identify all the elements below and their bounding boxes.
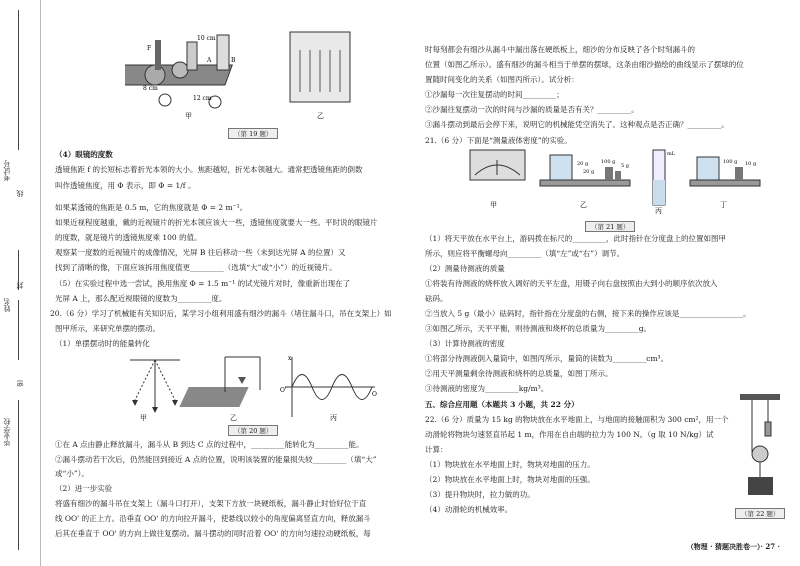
section-5-title: 五、综合应用题（本题共 3 小题，共 22 分） [425,400,579,409]
q20-c2: 线 OO' 的正上方。沿垂直 OO' 的方向拉开漏斗，使悬线以较小的角度偏离竖直方向，释放漏斗 [55,514,371,523]
fig20-label-bing: 丙 [330,414,337,422]
figure-20 [120,352,380,422]
label-b: B [231,57,236,64]
figure-21 [465,145,765,215]
fig21-label-jia: 甲 [490,201,497,209]
q22-2: （2）物块放在水平地面上时，物块对地面的压强。 [425,475,595,484]
fig21-label-ding: 丁 [720,201,727,209]
q19-4-p6: 观察某一度数的近视镜片的成像情况，光屏 B 往后移动一些（未到达光屏 A 的位置）又 [55,248,346,257]
q19-5-p1: （5）在实验过程中选一尝试，换用焦度 Φ = 1.5 m⁻¹ 的试光镜片对时，像重新出现在了 [55,279,351,288]
r3: 置随时间变化的关系（如图丙所示）。试分析： [425,75,579,84]
q20-p1: 20.（6 分）学习了机械能有关知识后，某学习小组利用盛有细沙的漏斗（堵住漏斗口，吊在支架上）如 [50,309,392,318]
fig20-label-x: x [288,355,292,362]
fig21-w1: 20 g [577,161,589,167]
figure-19 [125,30,365,120]
q20-2: （2）进一步实验 [55,484,113,493]
r6: ③漏斗摆动到最后会停下来，说明它的机械能凭空消失了。这种观点是否正确？_________。 [425,120,729,129]
label-12cm: 12 cm [193,95,212,102]
q21-p6: ②当放入 5 g（最小）砝码时，指针指在分度盘的右侧，接下来的操作应该是_________________。 [425,309,751,318]
cut-line-bottom [18,400,19,550]
fig21-label-yi: 乙 [580,201,587,209]
q19-4-p2: 叫作透镜焦度，用 Φ 表示，即 Φ = 1/f 。 [55,181,196,190]
q20-1: （1）单摆摆动时的能量转化 [55,339,150,348]
q21-p3: （2）测量待测液的质量 [425,264,505,273]
q19-4-p3: 如果某透镜的焦距是 0.5 m，它的焦度就是 Φ = 2 m⁻¹。 [55,203,248,212]
figure-22 [730,392,785,502]
label-10cm: 10 cm [197,35,216,42]
fig20-caption: （第 20 题） [228,425,278,436]
exam-number-label: 考试号 [3,160,11,181]
fig19-caption: （第 19 题） [228,128,278,139]
q20-c1: 将盛有细沙的漏斗吊在支架上（漏斗口打开），支架下方放一块硬纸板，漏斗静止时恰好位于直 [55,499,367,508]
q21-p8: （3）计算待测液的密度 [425,339,505,348]
q21-p2: 所示，则应将平衡螺母向_________（填“左”或“右”）调节。 [425,249,625,258]
q21-p4: ①将装有待测液的烧杯放入调好的天平左盘，用镊子向右盘按照由大到小的顺序依次放入 [425,279,718,288]
q22-p3: 计算： [425,445,448,454]
fig20-label-o-prime: O' [280,387,287,394]
fig20-label-yi: 乙 [230,414,237,422]
q19-4-title: （4）眼镜的度数 [55,150,113,159]
fig19-label-yi: 乙 [317,112,324,120]
fig19-label-jia: 甲 [185,112,192,120]
q21-title: 21.（6 分）下面是“测量液体密度”的实验。 [425,136,572,145]
q20-b: ②漏斗摆动若干次后，仍然能回到接近 A 点的位置，说明该装置的能量损失较_________（填“大” [55,455,377,464]
label-8cm: 8 cm [143,85,158,92]
r4: ①沙漏每一次往复摆动的时间_________； [425,90,564,99]
fig21-label-bing: 丙 [655,207,662,215]
q21-p11: ③待测液的密度为_________kg/m³。 [425,384,549,393]
fig21-w3: 20 g [583,169,595,175]
fig21-w5: 100 g [723,159,738,165]
label-a: A [207,57,212,64]
q21-p1: （1）将天平放在水平台上，游码拨在标尺的_________，此时指针在分度盘上的位置如图甲 [425,234,727,243]
q22-p2: 动滑轮将物块匀速竖直吊起 1 m，作用在自由端的拉力为 100 N。（g 取 10 N/kg）试 [425,430,714,439]
fig22-caption: （第 22 题） [735,508,785,519]
fig21-w6: 10 g [745,161,757,167]
r1: 时每刻都会有细沙从漏斗中漏出落在硬纸板上，细沙的分布反映了各个时刻漏斗的 [425,45,695,54]
fig21-ml: mL [667,151,676,157]
binding-margin [0,0,41,566]
q21-p9: ①将部分待测液倒入量筒中，如图丙所示，量筒的读数为_________cm³。 [425,354,669,363]
fig21-w2: 100 g [601,159,616,165]
r2: 位置（如图乙所示）。盛有细沙的漏斗相当于单摆的摆球，这条由细沙描绘的曲线显示了摆球的位 [425,60,744,69]
q19-5-p2: 光屏 A 上，那么配近视眼镜的度数为_________度。 [55,294,227,303]
seal-mark-seal: 封 [16,282,24,289]
q19-4-p5: 的度数，就是镜片的透镜焦度乘 100 的值。 [55,233,202,242]
q20-c3: 后其在垂直于 OO' 的方向上做往复摆动。漏斗摆动的同时沿着 OO' 的方向匀速拉动硬纸板，每 [55,529,371,538]
name-label: 姓名 [3,298,11,312]
cut-line-top [18,10,19,150]
q21-p7: ③如图乙所示，天平平衡，则待测液和烧杯的总质量为_________g。 [425,324,652,333]
fig21-caption: （第 21 题） [585,221,635,232]
label-f: F [147,45,152,52]
q19-4-p7: 找到了清晰的像，下面应该拆用焦度值更_________（选填“大”或“小”）的近视镜片。 [55,263,337,272]
q22-4: （4）动滑轮的机械效率。 [425,505,513,514]
fig20-label-o: O [372,391,377,398]
q21-p10: ②用天平测量剩余待测液和烧杯的总质量，如图丁所示。 [425,369,613,378]
q21-p5: 砝码。 [425,294,448,303]
q20-b2: 或“小”）。 [55,469,89,478]
q22-1: （1）物块放在水平地面上时，物块对地面的压力。 [425,460,595,469]
seal-mark-line: 线 [16,190,24,197]
page-footer: （物理 · 猜题决胜卷一）· 27 · [686,542,780,551]
fig20-label-jia: 甲 [140,414,147,422]
q20-p2: 图甲所示，来研究单摆的摆动。 [55,324,160,333]
cut-line-mid2 [18,300,19,360]
seal-mark-secret: 密 [16,380,24,387]
q22-p1: 22.（6 分）质量为 15 kg 的物块放在水平地面上，与地面的接触面积为 300 cm²，用一个 [425,415,729,424]
q19-4-p1: 透镜焦距 f 的长短标志着折光本领的大小。焦距越短，折光本领越大。通常把透镜焦距的倒数 [55,165,363,174]
fig21-w4: 5 g [621,163,629,169]
r5: ②沙漏往复摆动一次的时间与沙漏的质量是否有关？_________。 [425,105,639,114]
q20-a: ①在 A 点由静止释放漏斗，漏斗从 B 到达 C 点的过程中，_________能转化为_________能。 [55,440,364,449]
q19-4-p4: 如果近视程度越重，戴的近视镜片的折光本领应该大一些，透镜焦度就要大一些。平时说的眼镜片 [55,218,378,227]
q22-3: （3）提升物块时，拉力做的功。 [425,490,535,499]
school-label: 毕业学校 [3,418,11,446]
